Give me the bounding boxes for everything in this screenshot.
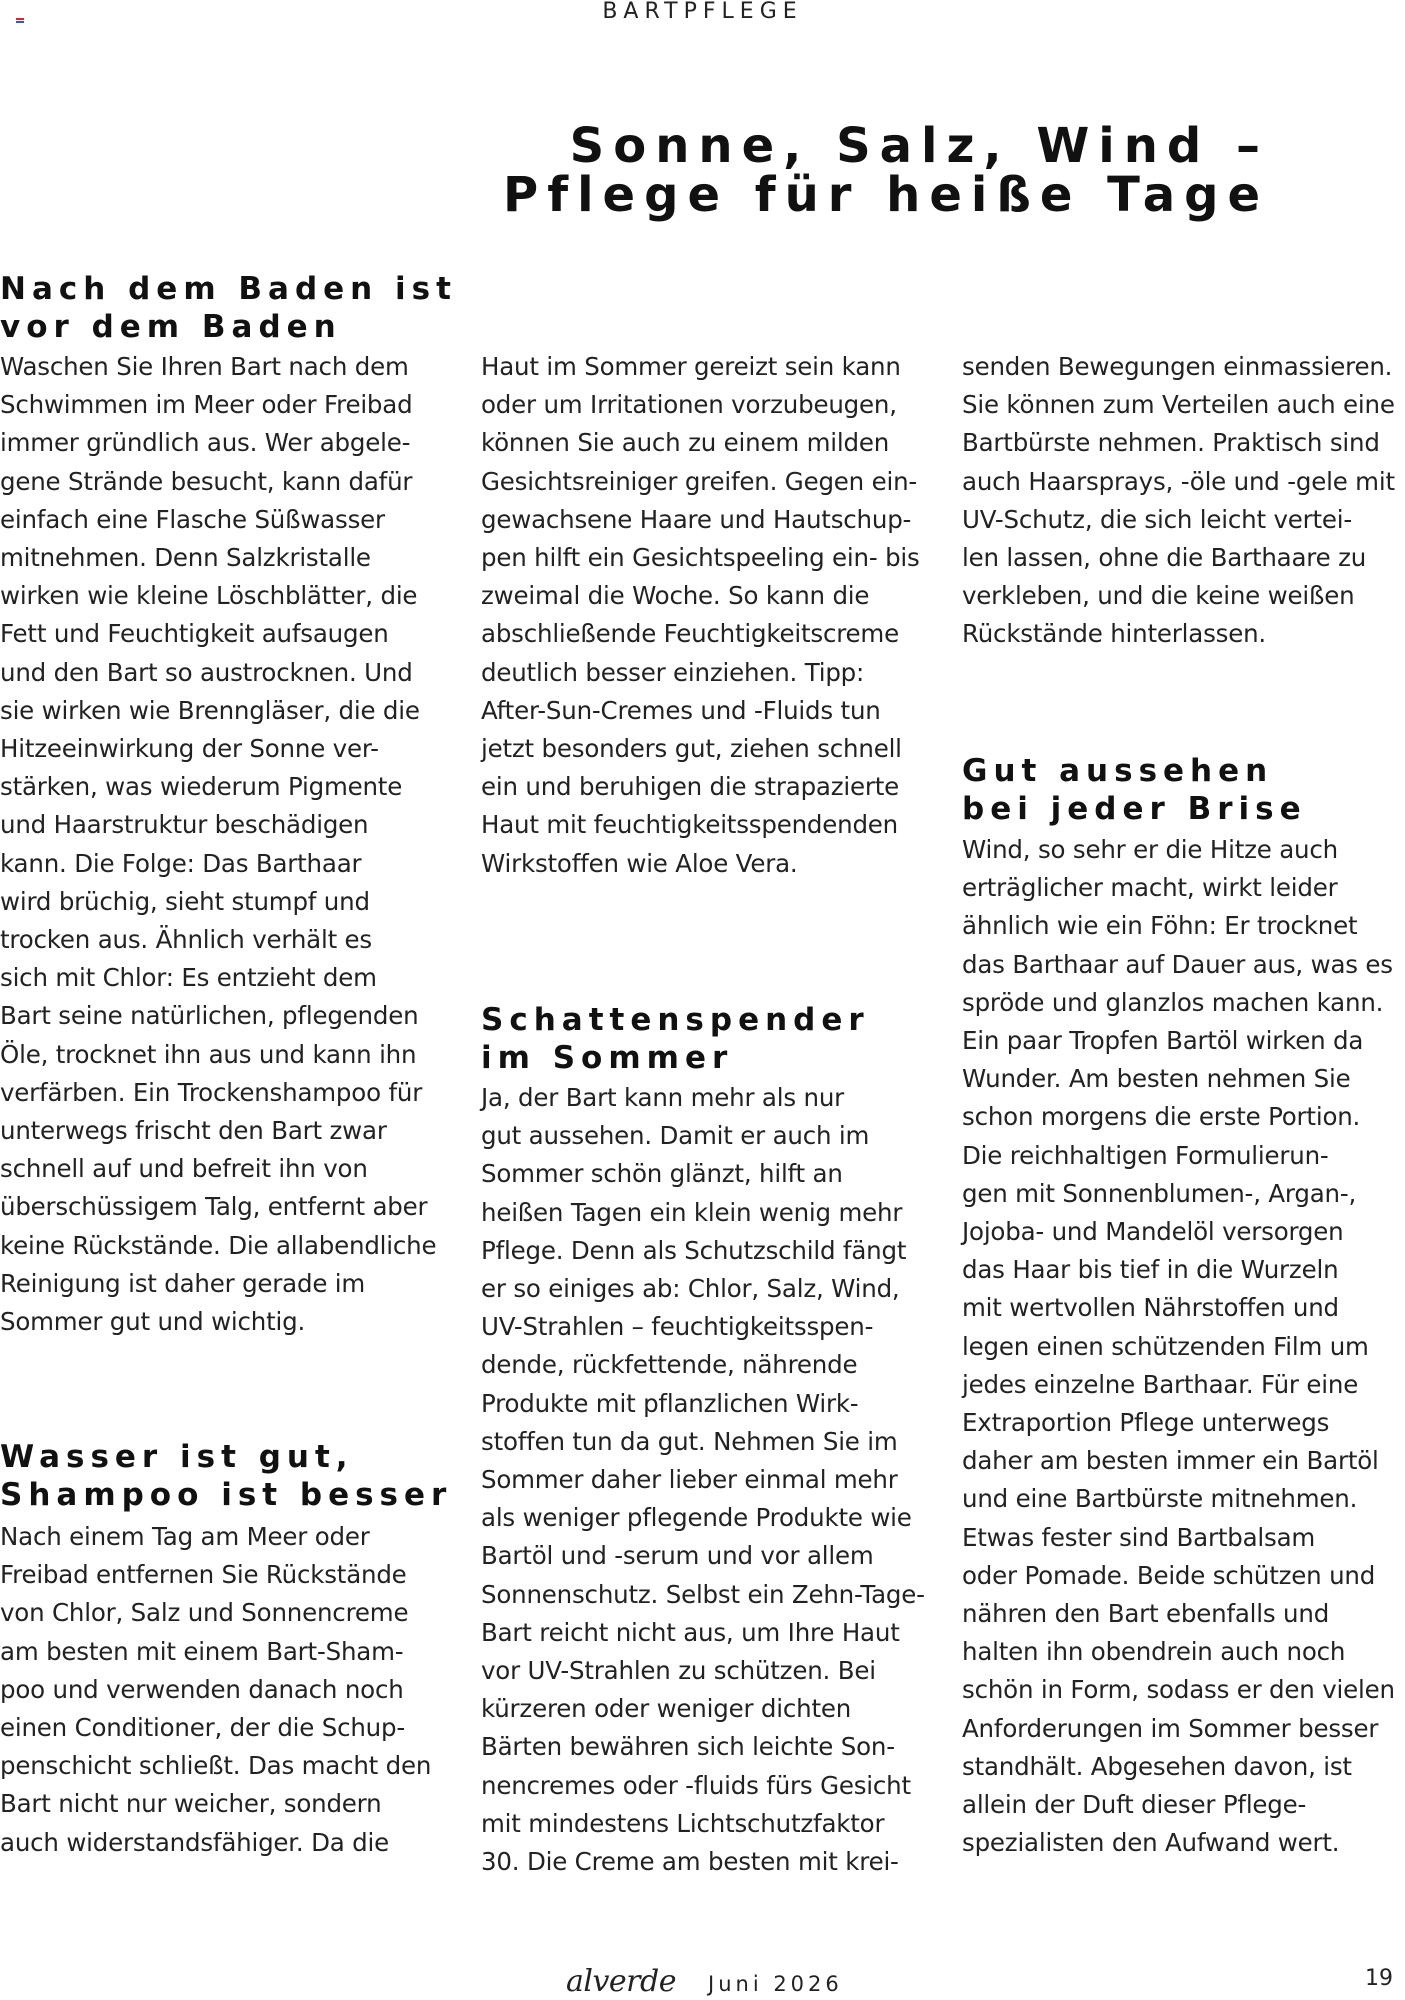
text-line: halten ihn obendrein auch noch <box>962 1637 1346 1667</box>
magazine-logo: alverde <box>566 1964 676 1999</box>
body-paragraph <box>962 831 1395 1862</box>
text-line: 30. Die Creme am besten mit krei- <box>481 1847 899 1877</box>
text-line: trocken aus. Ähnlich verhält es <box>0 925 372 955</box>
article-title <box>503 118 1269 223</box>
body-paragraph <box>0 348 436 1341</box>
heading-line: Schattenspender <box>481 1002 870 1038</box>
text-line: Pflege. Denn als Schutzschild fängt <box>481 1235 907 1265</box>
text-line: spezialisten den Aufwand wert. <box>962 1828 1340 1858</box>
text-line: nencremes oder -fluids fürs Gesicht <box>481 1770 911 1800</box>
body-paragraph <box>962 348 1395 654</box>
text-line: nähren den Bart ebenfalls und <box>962 1599 1330 1629</box>
text-line: immer gründlich aus. Wer abgele- <box>0 428 411 458</box>
text-line: Waschen Sie Ihren Bart nach dem <box>0 352 409 381</box>
text-line: Freibad entfernen Sie Rückstände <box>0 1560 407 1590</box>
text-line: zweimal die Woche. So kann die <box>481 581 870 611</box>
text-line: erträglicher macht, wirkt leider <box>962 873 1338 903</box>
text-line: Die reichhaltigen Formulierun- <box>962 1140 1329 1170</box>
text-line: UV-Schutz, die sich leicht vertei- <box>962 504 1353 534</box>
text-line: stärken, was wiederum Pigmente <box>0 772 403 802</box>
section-heading <box>962 752 1307 828</box>
body-paragraph <box>481 348 920 883</box>
text-line: Hitzeeinwirkung der Sonne ver- <box>0 734 379 764</box>
text-line: sich mit Chlor: Es entzieht dem <box>0 963 377 993</box>
text-line: Sie können zum Verteilen auch eine <box>962 390 1395 420</box>
text-line: schon morgens die erste Portion. <box>962 1102 1361 1132</box>
text-line: und eine Bartbürste mitnehmen. <box>962 1484 1358 1514</box>
text-line: verkleben, und die keine weißen <box>962 581 1355 611</box>
text-line: als weniger pflegende Produkte wie <box>481 1503 912 1533</box>
text-line: das Barthaar auf Dauer aus, was es <box>962 949 1393 979</box>
heading-line: Wasser ist gut, <box>0 1439 354 1475</box>
heading-line: bei jeder Brise <box>962 791 1307 827</box>
section-label: BARTPFLEGE <box>602 0 803 24</box>
text-line: einfach eine Flasche Süßwasser <box>0 504 385 534</box>
text-line: pen hilft ein Gesichtspeeling ein- bis <box>481 543 920 573</box>
text-line: Bärten bewähren sich leichte Son- <box>481 1732 895 1762</box>
text-line: Ein paar Tropfen Bartöl wirken da <box>962 1026 1364 1056</box>
text-line: wird brüchig, sieht stumpf und <box>0 886 370 916</box>
text-line: Schwimmen im Meer oder Freibad <box>0 390 413 420</box>
article-title-line-2: Pflege für heiße Tage <box>503 167 1269 223</box>
text-line: dende, rückfettende, nährende <box>481 1350 858 1380</box>
text-line: Sommer daher lieber einmal mehr <box>481 1465 898 1495</box>
text-line: er so einiges ab: Chlor, Salz, Wind, <box>481 1274 900 1304</box>
text-line: oder um Irritationen vorzubeugen, <box>481 390 897 420</box>
text-line: gene Strände besucht, kann dafür <box>0 466 413 496</box>
text-line: Haut mit feuchtigkeitsspendenden <box>481 810 899 840</box>
heading-line: Shampoo ist besser <box>0 1477 453 1513</box>
text-line: Nach einem Tag am Meer oder <box>0 1522 370 1551</box>
text-line: Wunder. Am besten nehmen Sie <box>962 1064 1351 1094</box>
text-line: auch Haarsprays, -öle und -gele mit <box>962 466 1395 496</box>
text-line: Fett und Feuchtigkeit aufsaugen <box>0 619 389 649</box>
text-line: vor UV-Strahlen zu schützen. Bei <box>481 1656 876 1686</box>
text-line: gen mit Sonnenblumen-, Argan-, <box>962 1178 1357 1208</box>
text-line: einen Conditioner, der die Schup- <box>0 1713 406 1743</box>
text-line: Produkte mit pflanzlichen Wirk- <box>481 1388 859 1418</box>
text-line: standhält. Abgesehen davon, ist <box>962 1751 1352 1781</box>
text-line: Gesichtsreiniger greifen. Gegen ein- <box>481 466 918 496</box>
text-line: jetzt besonders gut, ziehen schnell <box>481 734 902 764</box>
text-line: jedes einzelne Barthaar. Für eine <box>962 1369 1359 1399</box>
text-line: spröde und glanzlos machen kann. <box>962 987 1384 1017</box>
text-line: kann. Die Folge: Das Barthaar <box>0 848 362 878</box>
text-line: Bartöl und -serum und vor allem <box>481 1541 874 1571</box>
text-line: mitnehmen. Denn Salzkristalle <box>0 543 371 573</box>
body-paragraph <box>0 1518 431 1862</box>
text-line: das Haar bis tief in die Wurzeln <box>962 1255 1339 1285</box>
text-line: Anforderungen im Sommer besser <box>962 1713 1379 1743</box>
text-line: deutlich besser einziehen. Tipp: <box>481 657 865 687</box>
body-paragraph <box>481 1079 925 1881</box>
text-line: Ja, der Bart kann mehr als nur <box>481 1083 845 1112</box>
text-line: Extraportion Pflege unterwegs <box>962 1408 1330 1438</box>
text-line: len lassen, ohne die Barthaare zu <box>962 543 1367 573</box>
text-line: verfärben. Ein Trockenshampoo für <box>0 1077 423 1107</box>
text-line: schön in Form, sodass er den vielen <box>962 1675 1395 1705</box>
text-line: sie wirken wie Brenngläser, die die <box>0 695 420 725</box>
text-line: Jojoba- und Mandelöl versorgen <box>962 1217 1344 1247</box>
text-line: ähnlich wie ein Föhn: Er trocknet <box>962 911 1358 941</box>
text-line: penschicht schließt. Das macht den <box>0 1751 432 1781</box>
article-title-line-1: Sonne, Salz, Wind – <box>569 118 1269 174</box>
text-line: ein und beruhigen die strapazierte <box>481 772 900 802</box>
text-line: stoffen tun da gut. Nehmen Sie im <box>481 1426 898 1456</box>
text-line: legen einen schützenden Film um <box>962 1331 1369 1361</box>
text-line: poo und verwenden danach noch <box>0 1674 404 1704</box>
text-line: gewachsene Haare und Hautschup- <box>481 504 912 534</box>
section-heading <box>0 270 457 346</box>
text-line: unterwegs frischt den Bart zwar <box>0 1116 387 1146</box>
section-heading <box>0 1438 452 1514</box>
text-line: Reinigung ist daher gerade im <box>0 1268 366 1298</box>
text-line: Wind, so sehr er die Hitze auch <box>962 835 1338 864</box>
text-line: von Chlor, Salz und Sonnencreme <box>0 1598 409 1628</box>
text-line: allein der Duft dieser Pflege- <box>962 1790 1307 1820</box>
text-line: Bartbürste nehmen. Praktisch sind <box>962 428 1380 458</box>
heading-line: Gut aussehen <box>962 753 1274 789</box>
text-line: mit wertvollen Nährstoffen und <box>962 1293 1339 1323</box>
text-line: und den Bart so austrocknen. Und <box>0 657 413 687</box>
text-line: After-Sun-Cremes und -Fluids tun <box>481 695 881 725</box>
text-line: schnell auf und befreit ihn von <box>0 1154 368 1184</box>
text-line: am besten mit einem Bart-Sham- <box>0 1636 404 1666</box>
text-line: auch widerstandsfähiger. Da die <box>0 1827 389 1857</box>
text-line: Bart reicht nicht aus, um Ihre Haut <box>481 1617 900 1647</box>
text-line: Sommer schön glänzt, hilft an <box>481 1159 843 1189</box>
text-line: daher am besten immer ein Bartöl <box>962 1446 1379 1476</box>
heading-line: Nach dem Baden ist <box>0 271 457 307</box>
text-line: Sonnenschutz. Selbst ein Zehn-Tage- <box>481 1579 925 1609</box>
text-line: keine Rückstände. Die allabendliche <box>0 1230 437 1260</box>
text-line: Etwas fester sind Bartbalsam <box>962 1522 1316 1552</box>
text-line: Wirkstoffen wie Aloe Vera. <box>481 848 798 878</box>
text-line: oder Pomade. Beide schützen und <box>962 1560 1376 1590</box>
text-line: Öle, trocknet ihn aus und kann ihn <box>0 1039 417 1069</box>
heading-line: vor dem Baden <box>0 309 342 345</box>
text-line: wirken wie kleine Löschblätter, die <box>0 581 418 611</box>
text-line: senden Bewegungen einmassieren. <box>962 352 1393 381</box>
text-line: mit mindestens Lichtschutzfaktor <box>481 1808 885 1838</box>
text-line: abschließende Feuchtigkeitscreme <box>481 619 899 649</box>
text-line: heißen Tagen ein klein wenig mehr <box>481 1197 903 1227</box>
text-line: Bart seine natürlichen, pflegenden <box>0 1001 419 1031</box>
heading-line: im Sommer <box>481 1040 734 1076</box>
text-line: Bart nicht nur weicher, sondern <box>0 1789 382 1819</box>
text-line: gut aussehen. Damit er auch im <box>481 1121 870 1151</box>
section-heading <box>481 1001 870 1077</box>
text-line: Sommer gut und wichtig. <box>0 1307 306 1337</box>
page-number: 19 <box>1365 1966 1393 1991</box>
issue-date: Juni 2026 <box>708 1972 843 1996</box>
text-line: Rückstände hinterlassen. <box>962 619 1266 649</box>
text-line: kürzeren oder weniger dichten <box>481 1694 852 1724</box>
text-line: überschüssigem Talg, entfernt aber <box>0 1192 428 1222</box>
text-line: und Haarstruktur beschädigen <box>0 810 369 840</box>
text-line: können Sie auch zu einem milden <box>481 428 890 458</box>
text-line: UV-Strahlen – feuchtigkeitsspen- <box>481 1312 874 1342</box>
text-line: Haut im Sommer gereizt sein kann <box>481 352 901 381</box>
